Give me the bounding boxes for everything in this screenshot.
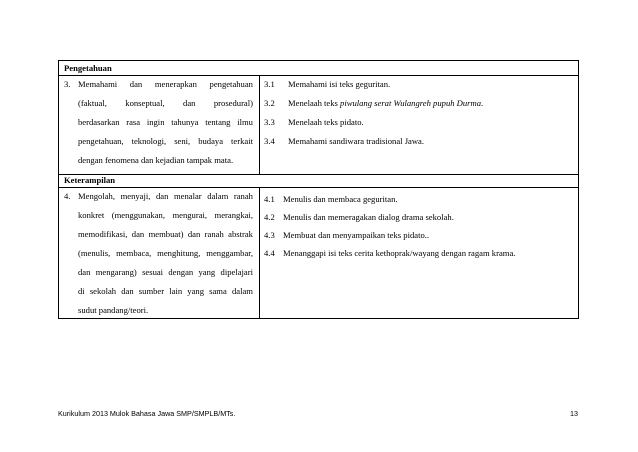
word: tentang xyxy=(205,117,231,127)
word: dan xyxy=(156,191,169,201)
kd-3-2-title: piwulang serat Wulangreh pupuh Durma xyxy=(340,98,482,108)
word: membaca, xyxy=(116,248,152,258)
section-divider xyxy=(59,174,578,175)
kd-3-3-number: 3.3 xyxy=(264,117,275,127)
word: dan xyxy=(131,229,145,239)
ki3-line-3 xyxy=(78,117,253,128)
ki3-line-5: dengan fenomena dan kejadian tampak mata. xyxy=(78,155,234,165)
word: (faktual, xyxy=(78,98,107,108)
kd-4-2-text: Menulis dan memeragakan dialog drama sekolah. xyxy=(283,212,454,222)
kd-4-3-text: Membuat dan menyampaikan teks pidato.. xyxy=(283,230,430,240)
word: ranah xyxy=(233,191,253,201)
word: seni, xyxy=(174,136,191,146)
section-header-pengetahuan: Pengetahuan xyxy=(64,63,112,73)
word: dan xyxy=(183,98,196,108)
kd-3-4-number: 3.4 xyxy=(264,136,275,146)
word: konkret xyxy=(78,210,105,220)
word: di xyxy=(78,286,85,296)
word: Mengolah, xyxy=(78,191,115,201)
header-divider-2 xyxy=(59,187,578,188)
ki4-line-7: sudut pandang/teori. xyxy=(78,305,149,315)
word: ingin xyxy=(146,117,165,127)
word: (menulis, xyxy=(78,248,111,258)
ki3-line-2 xyxy=(78,98,253,109)
ki4-number: 4. xyxy=(64,191,71,201)
ki4-line-6 xyxy=(78,286,253,297)
ki4-line-5 xyxy=(78,267,253,278)
kd-4-1-number: 4.1 xyxy=(264,194,275,204)
kd-3-2-number: 3.2 xyxy=(264,98,275,108)
kd-4-2-number: 4.2 xyxy=(264,212,275,222)
kd-3-2-text: Menelaah teks piwulang serat Wulangreh pupuh Durma. xyxy=(288,98,484,108)
kd-3-1-number: 3.1 xyxy=(264,79,275,89)
word: merangkai, xyxy=(214,210,253,220)
word: sama xyxy=(209,286,227,296)
word: mengurai, xyxy=(172,210,208,220)
word: dengan xyxy=(168,267,194,277)
word: sesuai xyxy=(142,267,164,277)
word: terkait xyxy=(231,136,253,146)
word: teknologi, xyxy=(131,136,167,146)
ki4-line-3 xyxy=(78,229,253,240)
word: menggambar, xyxy=(206,248,253,258)
word: sekolah xyxy=(89,286,117,296)
kd-3-3-text: Menelaah teks pidato. xyxy=(288,117,364,127)
word: tahunya xyxy=(171,117,199,127)
word: menyaji, xyxy=(120,191,151,201)
kd-3-4-text: Memahami sandiwara tradisional Jawa. xyxy=(288,136,425,146)
word: abstrak xyxy=(228,229,253,239)
word: pengetahuan xyxy=(209,79,253,89)
word: yang xyxy=(198,267,216,277)
footer-text: Kurikulum 2013 Mulok Bahasa Jawa SMP/SMPLB/MTs. xyxy=(58,409,236,418)
word: konseptual, xyxy=(125,98,165,108)
word: membuat) xyxy=(148,229,184,239)
word: prosedural) xyxy=(213,98,253,108)
kd-4-3-number: 4.3 xyxy=(264,230,275,240)
ki4-line-4 xyxy=(78,248,253,259)
page-number: 13 xyxy=(570,409,578,418)
word: berdasarkan xyxy=(78,117,120,127)
word: mengarang) xyxy=(95,267,137,277)
word: memodifikasi, xyxy=(78,229,128,239)
word: Memahami xyxy=(78,79,118,89)
ki4-line-1 xyxy=(78,191,253,202)
word: menghitung, xyxy=(157,248,201,258)
word: lain xyxy=(169,286,183,296)
kd-4-4-number: 4.4 xyxy=(264,248,275,258)
word: dipelajari xyxy=(220,267,253,277)
word: rasa xyxy=(126,117,141,127)
ki3-number: 3. xyxy=(64,79,71,89)
word: ranah xyxy=(204,229,224,239)
word: dan xyxy=(121,286,134,296)
word: ilmu xyxy=(237,117,253,127)
word: dan xyxy=(187,229,201,239)
word: menerapkan xyxy=(154,79,197,89)
word: dan xyxy=(129,79,143,89)
ki4-line-2 xyxy=(78,210,253,221)
kd-4-1-text: Menulis dan membaca geguritan. xyxy=(283,194,398,204)
word: (menggunakan, xyxy=(111,210,165,220)
word: yang xyxy=(187,286,204,296)
word: dalam xyxy=(207,191,229,201)
column-divider-1 xyxy=(259,75,260,174)
section-header-keterampilan: Keterampilan xyxy=(64,175,116,185)
word: dan xyxy=(78,267,91,277)
ki3-line-4 xyxy=(78,136,253,147)
kd-3-1-text: Memahami isi teks geguritan. xyxy=(288,79,391,89)
column-divider-2 xyxy=(259,187,260,319)
word: menalar xyxy=(174,191,202,201)
word: pengetahuan, xyxy=(78,136,124,146)
kd-4-4-text: Menanggapi isi teks cerita kethoprak/wayang dengan ragam krama. xyxy=(283,248,516,258)
word: dalam xyxy=(231,286,253,296)
header-divider-1 xyxy=(59,75,578,76)
word: sumber xyxy=(138,286,165,296)
ki3-line-1 xyxy=(78,79,253,90)
word: budaya xyxy=(198,136,224,146)
